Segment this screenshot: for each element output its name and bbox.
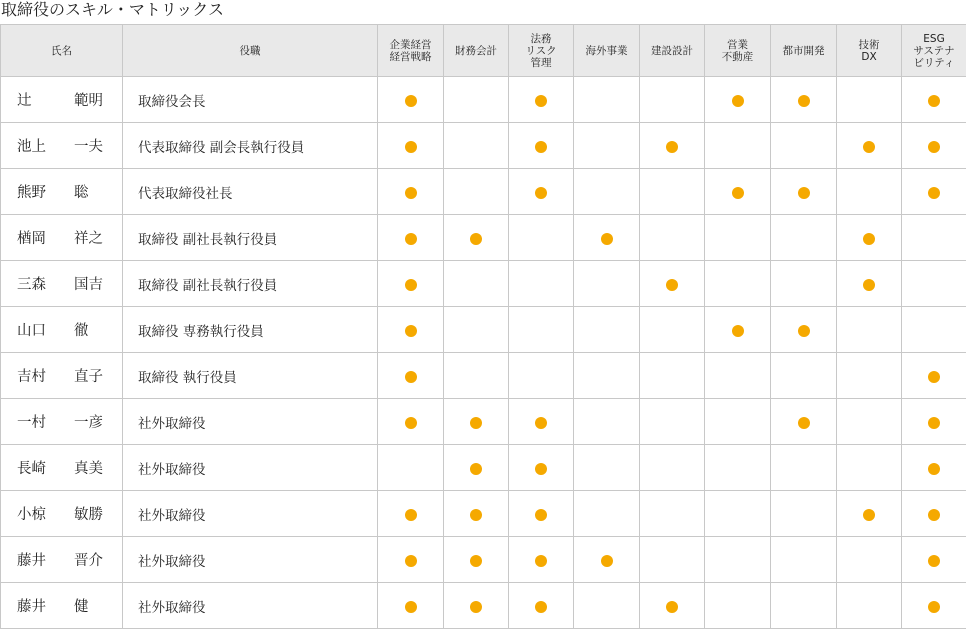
skill-cell [837, 169, 902, 215]
director-name [1, 445, 123, 491]
given-name: 一彦 [74, 415, 103, 431]
director-name [1, 399, 123, 445]
skill-dot-icon [928, 141, 940, 153]
skill-dot-icon [601, 555, 613, 567]
director-role: 代表取締役社長 [123, 169, 378, 215]
skill-dot-icon [535, 141, 547, 153]
skill-cell [378, 169, 444, 215]
column-header-line: 管理 [530, 56, 552, 69]
column-header-line: 法務 [530, 32, 552, 45]
skill-cell [705, 307, 771, 353]
family-name: 山口 [17, 323, 46, 339]
skill-cell [444, 353, 509, 399]
skill-dot-icon [798, 187, 810, 199]
skill-cell [509, 123, 574, 169]
skill-cell [444, 399, 509, 445]
skill-dot-icon [535, 187, 547, 199]
skill-cell [771, 123, 837, 169]
director-role: 代表取締役 副会長執行役員 [123, 123, 378, 169]
director-name [1, 215, 123, 261]
skill-cell [640, 215, 705, 261]
skill-dot-icon [405, 325, 417, 337]
skill-cell [902, 399, 966, 445]
skill-cell [640, 491, 705, 537]
skill-cell [902, 307, 966, 353]
skill-cell [705, 399, 771, 445]
skill-cell [444, 491, 509, 537]
skill-dot-icon [405, 141, 417, 153]
skill-cell [771, 307, 837, 353]
director-role: 社外取締役 [123, 537, 378, 583]
skill-cell [444, 77, 509, 123]
table-row [1, 169, 966, 215]
skill-dot-icon [405, 509, 417, 521]
skill-cell [509, 353, 574, 399]
skill-cell [640, 445, 705, 491]
skill-cell [837, 123, 902, 169]
skill-cell [444, 215, 509, 261]
column-header-line: ESG [923, 32, 945, 45]
skill-cell [574, 491, 640, 537]
skill-cell [837, 583, 902, 629]
family-name: 小椋 [17, 507, 46, 523]
skill-dot-icon [535, 463, 547, 475]
skill-cell [574, 353, 640, 399]
skill-cell [837, 537, 902, 583]
family-name: 池上 [17, 139, 46, 155]
skill-cell [902, 491, 966, 537]
skill-dot-icon [928, 555, 940, 567]
skill-cell [444, 261, 509, 307]
skill-cell [378, 261, 444, 307]
skill-cell [574, 583, 640, 629]
family-name: 楢岡 [17, 231, 46, 247]
column-header-line: ビリティ [913, 56, 955, 69]
matrix-body [1, 77, 966, 629]
table-row [1, 307, 966, 353]
skill-cell [378, 307, 444, 353]
skill-cell [640, 537, 705, 583]
skill-cell [771, 583, 837, 629]
director-role: 取締役 執行役員 [123, 353, 378, 399]
skill-cell [640, 353, 705, 399]
given-name: 聡 [74, 185, 89, 201]
table-row [1, 537, 966, 583]
given-name: 晋介 [74, 553, 103, 569]
director-role: 取締役会長 [123, 77, 378, 123]
skill-cell [509, 77, 574, 123]
skill-dot-icon [470, 233, 482, 245]
skill-cell [378, 445, 444, 491]
director-name [1, 77, 123, 123]
skill-cell [705, 169, 771, 215]
skill-cell [771, 491, 837, 537]
skill-cell [574, 77, 640, 123]
column-header-line: 技術 [858, 38, 880, 51]
skill-dot-icon [928, 463, 940, 475]
column-header-skill [902, 25, 966, 77]
director-name [1, 491, 123, 537]
column-header-line: 建設設計 [651, 44, 693, 57]
skill-dot-icon [666, 279, 678, 291]
skill-cell [771, 77, 837, 123]
skill-dot-icon [798, 325, 810, 337]
header-row [1, 25, 966, 77]
skill-cell [705, 123, 771, 169]
skill-cell [574, 123, 640, 169]
given-name: 敏勝 [74, 507, 103, 523]
column-header-skill [444, 25, 509, 77]
skill-cell [902, 261, 966, 307]
column-header-line: サステナ [913, 44, 955, 57]
skill-dot-icon [470, 601, 482, 613]
skill-dot-icon [535, 509, 547, 521]
skill-cell [837, 307, 902, 353]
skill-dot-icon [666, 601, 678, 613]
skill-cell [378, 583, 444, 629]
skill-cell [771, 353, 837, 399]
skill-cell [902, 583, 966, 629]
given-name: 一夫 [74, 139, 103, 155]
skill-dot-icon [405, 95, 417, 107]
family-name: 吉村 [17, 369, 46, 385]
table-row [1, 399, 966, 445]
skill-dot-icon [405, 279, 417, 291]
skill-cell [837, 77, 902, 123]
skill-dot-icon [535, 601, 547, 613]
given-name: 祥之 [74, 231, 103, 247]
skill-cell [902, 123, 966, 169]
skill-cell [837, 353, 902, 399]
skill-cell [902, 215, 966, 261]
skill-cell [640, 123, 705, 169]
skill-cell [444, 307, 509, 353]
page-title: 取締役のスキル・マトリックス [1, 0, 225, 19]
column-header-skill [771, 25, 837, 77]
skill-cell [640, 307, 705, 353]
skill-dot-icon [732, 95, 744, 107]
skill-cell [509, 399, 574, 445]
skill-dot-icon [928, 601, 940, 613]
skill-cell [444, 445, 509, 491]
skill-cell [574, 399, 640, 445]
skill-cell [378, 537, 444, 583]
column-header-skill [837, 25, 902, 77]
director-name [1, 537, 123, 583]
skill-cell [705, 537, 771, 583]
skill-cell [640, 399, 705, 445]
skill-cell [378, 353, 444, 399]
skill-dot-icon [405, 371, 417, 383]
director-role: 取締役 副社長執行役員 [123, 261, 378, 307]
director-name [1, 583, 123, 629]
column-header-name: 氏名 [1, 25, 123, 77]
family-name: 一村 [17, 415, 46, 431]
family-name: 藤井 [17, 553, 46, 569]
skill-cell [509, 169, 574, 215]
column-header-line: リスク [525, 44, 557, 57]
skill-cell [837, 491, 902, 537]
skill-cell [705, 215, 771, 261]
given-name: 真美 [74, 461, 103, 477]
skill-cell [837, 445, 902, 491]
skill-dot-icon [928, 417, 940, 429]
column-header-skill [640, 25, 705, 77]
skill-cell [771, 445, 837, 491]
director-role: 社外取締役 [123, 445, 378, 491]
family-name: 熊野 [17, 185, 46, 201]
given-name: 健 [74, 599, 89, 615]
skill-dot-icon [405, 601, 417, 613]
skill-cell [509, 537, 574, 583]
skill-dot-icon [470, 463, 482, 475]
table-row [1, 261, 966, 307]
skill-dot-icon [732, 325, 744, 337]
skill-dot-icon [798, 417, 810, 429]
skill-cell [902, 537, 966, 583]
skill-cell [509, 491, 574, 537]
skill-cell [705, 491, 771, 537]
column-header-skill [574, 25, 640, 77]
column-header-line: 都市開発 [782, 44, 825, 57]
skill-cell [378, 215, 444, 261]
family-name: 辻 [17, 93, 32, 109]
skill-dot-icon [666, 141, 678, 153]
skill-dot-icon [928, 95, 940, 107]
skill-cell [444, 537, 509, 583]
given-name: 範明 [74, 93, 103, 109]
column-header-line: 海外事業 [585, 44, 628, 57]
skill-cell [705, 583, 771, 629]
column-header-skill [378, 25, 444, 77]
skill-cell [902, 353, 966, 399]
skill-dot-icon [928, 509, 940, 521]
family-name: 三森 [17, 277, 46, 293]
skill-cell [444, 123, 509, 169]
skill-cell [509, 261, 574, 307]
skill-cell [574, 215, 640, 261]
skill-cell [771, 399, 837, 445]
director-name [1, 261, 123, 307]
skill-cell [902, 77, 966, 123]
skill-dot-icon [863, 279, 875, 291]
skill-cell [444, 169, 509, 215]
table-row [1, 491, 966, 537]
table-row [1, 583, 966, 629]
skill-dot-icon [863, 141, 875, 153]
skill-cell [837, 399, 902, 445]
skill-dot-icon [470, 509, 482, 521]
family-name: 藤井 [17, 599, 46, 615]
skill-dot-icon [470, 417, 482, 429]
column-header-line: 企業経営 [389, 38, 432, 51]
table-row [1, 123, 966, 169]
skill-dot-icon [601, 233, 613, 245]
column-header-line: 不動産 [721, 50, 754, 63]
skill-dot-icon [535, 417, 547, 429]
column-header-line: 財務会計 [455, 44, 497, 57]
skill-cell [378, 77, 444, 123]
director-role: 社外取締役 [123, 583, 378, 629]
skill-cell [705, 77, 771, 123]
table-row [1, 353, 966, 399]
given-name: 徹 [74, 323, 89, 339]
skill-dot-icon [732, 187, 744, 199]
skill-cell [509, 215, 574, 261]
family-name: 長崎 [17, 461, 46, 477]
skill-cell [574, 537, 640, 583]
column-header-line: 営業 [727, 38, 748, 51]
skill-dot-icon [535, 555, 547, 567]
director-role: 社外取締役 [123, 399, 378, 445]
table-row [1, 445, 966, 491]
skill-cell [509, 583, 574, 629]
skill-dot-icon [470, 555, 482, 567]
skill-cell [902, 169, 966, 215]
skill-cell [509, 445, 574, 491]
table-row [1, 215, 966, 261]
skill-dot-icon [928, 371, 940, 383]
skill-cell [705, 445, 771, 491]
skill-cell [574, 261, 640, 307]
skill-cell [444, 583, 509, 629]
skill-cell [640, 261, 705, 307]
skill-dot-icon [863, 509, 875, 521]
skill-cell [378, 399, 444, 445]
skill-cell [509, 307, 574, 353]
skill-cell [574, 169, 640, 215]
skill-dot-icon [798, 95, 810, 107]
skill-cell [378, 491, 444, 537]
given-name: 国吉 [74, 277, 103, 293]
skill-cell [771, 261, 837, 307]
skill-cell [705, 353, 771, 399]
skill-cell [771, 169, 837, 215]
skill-cell [574, 445, 640, 491]
skill-cell [640, 169, 705, 215]
skill-cell [771, 215, 837, 261]
skill-matrix-table [0, 24, 966, 629]
table-row [1, 77, 966, 123]
given-name: 直子 [74, 369, 103, 385]
skill-dot-icon [863, 233, 875, 245]
skill-dot-icon [535, 95, 547, 107]
skill-cell [837, 215, 902, 261]
column-header-line: DX [861, 50, 877, 63]
skill-cell [705, 261, 771, 307]
skill-cell [837, 261, 902, 307]
skill-cell [902, 445, 966, 491]
skill-dot-icon [405, 417, 417, 429]
skill-cell [771, 537, 837, 583]
director-name [1, 307, 123, 353]
director-name [1, 123, 123, 169]
director-name [1, 353, 123, 399]
skill-cell [640, 583, 705, 629]
skill-dot-icon [405, 187, 417, 199]
column-header-role: 役職 [123, 25, 378, 77]
skill-dot-icon [928, 187, 940, 199]
director-role: 取締役 副社長執行役員 [123, 215, 378, 261]
column-header-skill [705, 25, 771, 77]
column-header-line: 経営戦略 [389, 50, 432, 63]
column-header-skill [509, 25, 574, 77]
director-role: 取締役 専務執行役員 [123, 307, 378, 353]
skill-dot-icon [405, 233, 417, 245]
skill-cell [378, 123, 444, 169]
director-role: 社外取締役 [123, 491, 378, 537]
skill-dot-icon [405, 555, 417, 567]
director-name [1, 169, 123, 215]
skill-cell [640, 77, 705, 123]
skill-cell [574, 307, 640, 353]
